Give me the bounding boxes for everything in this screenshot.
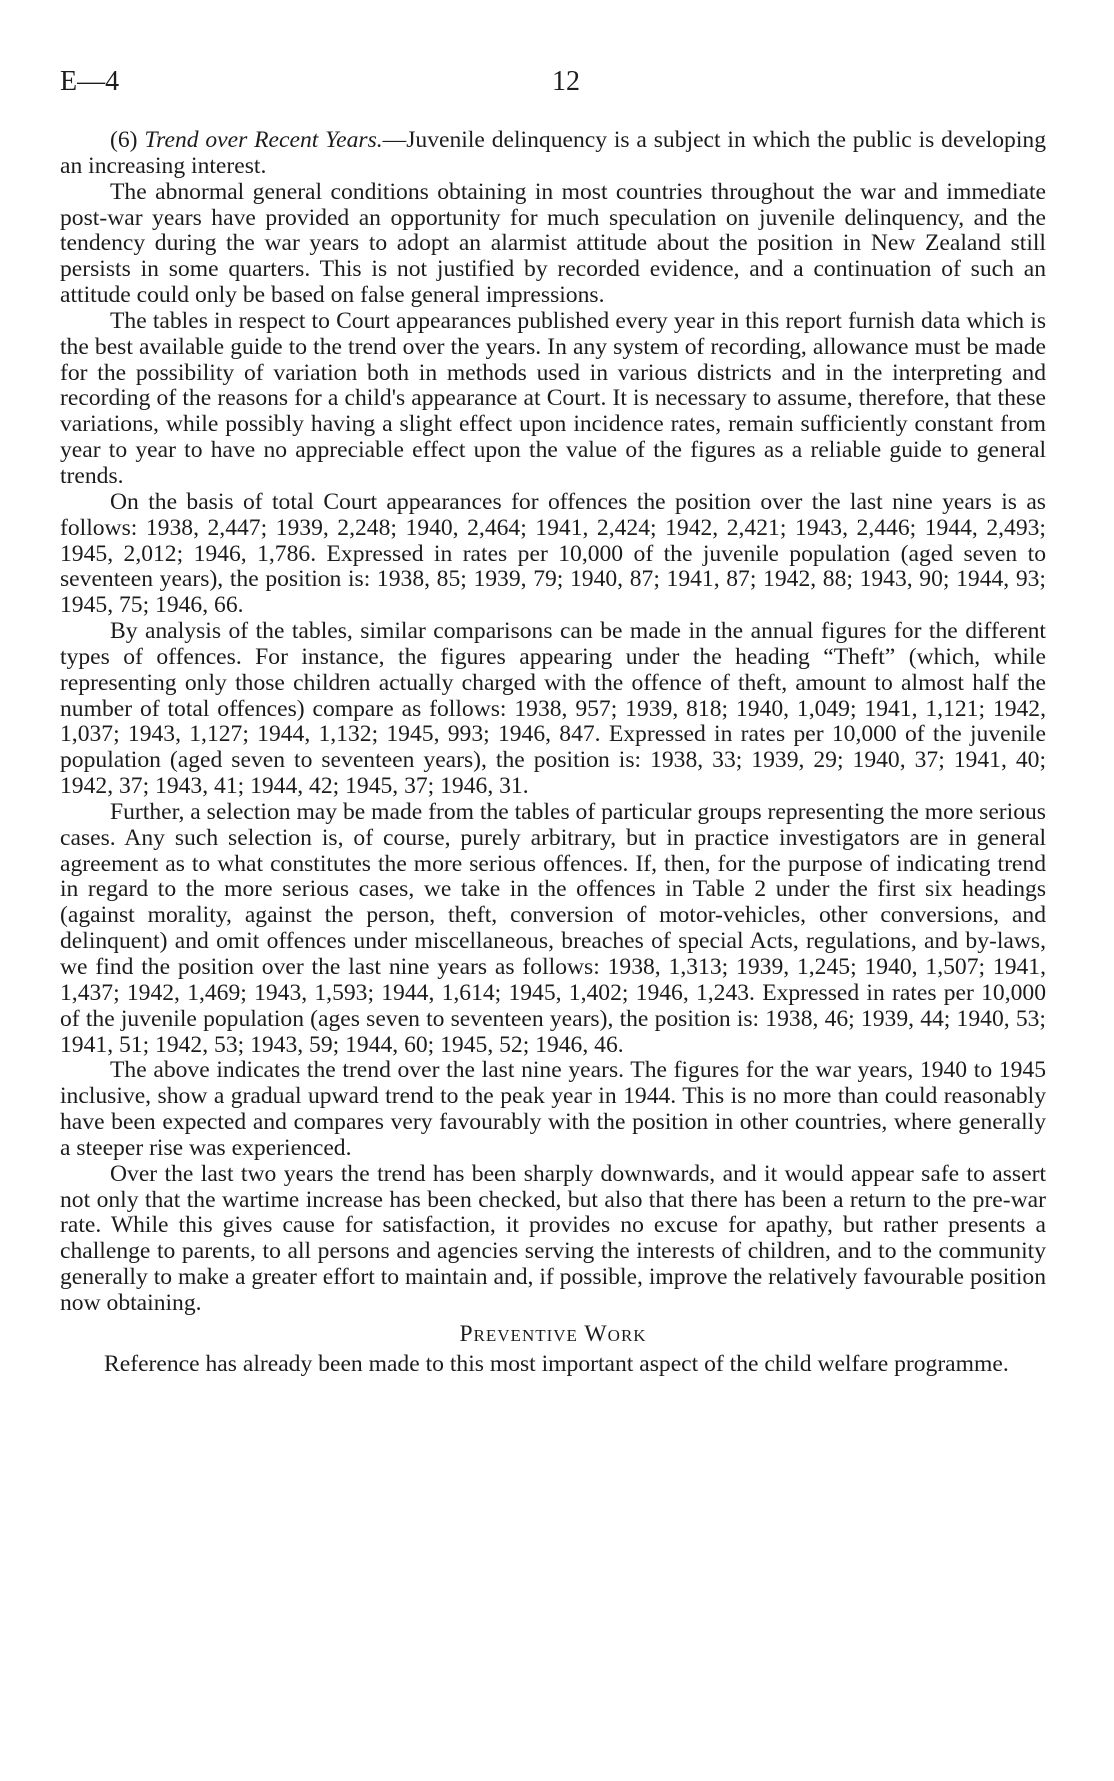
paragraph: By analysis of the tables, similar comparisons can be made in the annual figures for the different types of offences. For instance, the figures appearing under the heading “Theft” (which, while representing only those children actually charged with the offence of theft, amount to almost half the number of total offences) compare as follows: 1938, 957; 1939, 818; 1940, 1,049; 1941, 1,121; 1942, 1,037; 1943, 1,127; 1944, 1,132; 1945, 993; 1946, 847. Expressed in rates per 10,000 of the juvenile population (aged seven to seventeen years), the position is: 1938, 33; 1939, 29; 1940, 37; 1941, 40; 1942, 37; 1943, 41; 1944, 42; 1945, 37; 1946, 31. xyxy=(60,618,1046,800)
document-reference: E—4 xyxy=(60,66,120,97)
paragraph: The above indicates the trend over the last nine years. The figures for the war years, 1940 to 1945 inclusive, show a gradual upward trend to the peak year in 1944. This is no more than could reasonably have been expected and compares very favourably with the position in other countries, where generally a steeper rise was experienced. xyxy=(60,1057,1046,1161)
paragraph: The tables in respect to Court appearances published every year in this report furnish data which is the best available guide to the trend over the years. In any system of recording, allowance must be made for the possibility of variation both in methods used in various districts and in the interpreting and recording of the reasons for a child's appearance at Court. It is necessary to assume, therefore, that these variations, while possibly having a slight effect upon incidence rates, remain sufficiently constant from year to year to have no appreciable effect upon the value of the figures as a reliable guide to general trends. xyxy=(60,307,1046,489)
paragraph: Reference has already been made to this most important aspect of the child welfare programme. xyxy=(104,1350,1009,1377)
section-number: (6) xyxy=(110,127,138,153)
section-6-intro xyxy=(60,128,1046,180)
paragraph: Over the last two years the trend has been sharply downwards, and it would appear safe to assert not only that the wartime increase has been checked, but also that there has been a return to the pre-war rate. While this gives cause for satisfaction, it provides no excuse for apathy, but rather presents a challenge to parents, to all persons and agencies serving the interests of children, and to the community generally to make a greater effort to maintain and, if possible, improve the relatively favourable position now obtaining. xyxy=(60,1160,1046,1316)
body-text xyxy=(60,128,1046,1378)
preventive-work-heading: Preventive Work xyxy=(459,1320,647,1347)
paragraph: On the basis of total Court appearances for offences the position over the last nine years is as follows: 1938, 2,447; 1939, 2,248; 1940, 2,464; 1941, 2,424; 1942, 2,421; 1943, 2,446; 1944, 2,493; 1945, 2,012; 1946, 1,786. Expressed in rates per 10,000 of the juvenile population (aged seven to seventeen years), the position is: 1938, 85; 1939, 79; 1940, 87; 1941, 87; 1942, 88; 1943, 90; 1944, 93; 1945, 75; 1946, 66. xyxy=(60,488,1046,619)
section-heading: Trend over Recent Years. xyxy=(144,127,383,153)
paragraph: Further, a selection may be made from the tables of particular groups representing the more serious cases. Any such selection is, of course, purely arbitrary, but in practice investigators are in general agreement as to what constitutes the more serious offences. If, then, for the purpose of indicating trend in regard to the more serious cases, we take in the offences in Table 2 under the first six headings (against morality, against the person, theft, conversion of motor-vehicles, other conversions, and delinquent) and omit offences under miscellaneous, breaches of special Acts, regulations, and by-laws, we find the position over the last nine years as follows: 1938, 1,313; 1939, 1,245; 1940, 1,507; 1941, 1,437; 1942, 1,469; 1943, 1,593; 1944, 1,614; 1945, 1,402; 1946, 1,243. Expressed in rates per 10,000 of the juvenile population (ages seven to seventeen years), the position is: 1938, 46; 1939, 44; 1940, 53; 1941, 51; 1942, 53; 1943, 59; 1944, 60; 1945, 52; 1946, 46. xyxy=(60,798,1046,1058)
paragraph: The abnormal general conditions obtaining in most countries throughout the war and immediate post-war years have provided an opportunity for much speculation on juvenile delinquency, and the tendency during the war years to adopt an alarmist attitude about the position in New Zealand still persists in some quarters. This is not justified by recorded evidence, and a continuation of such an attitude could only be based on false general impressions. xyxy=(60,178,1046,309)
running-header xyxy=(60,66,1054,106)
page-number: 12 xyxy=(552,66,580,97)
paragraph: —Juvenile delinquency is a subject in which the public is developing an increasing interest. xyxy=(60,127,1046,179)
